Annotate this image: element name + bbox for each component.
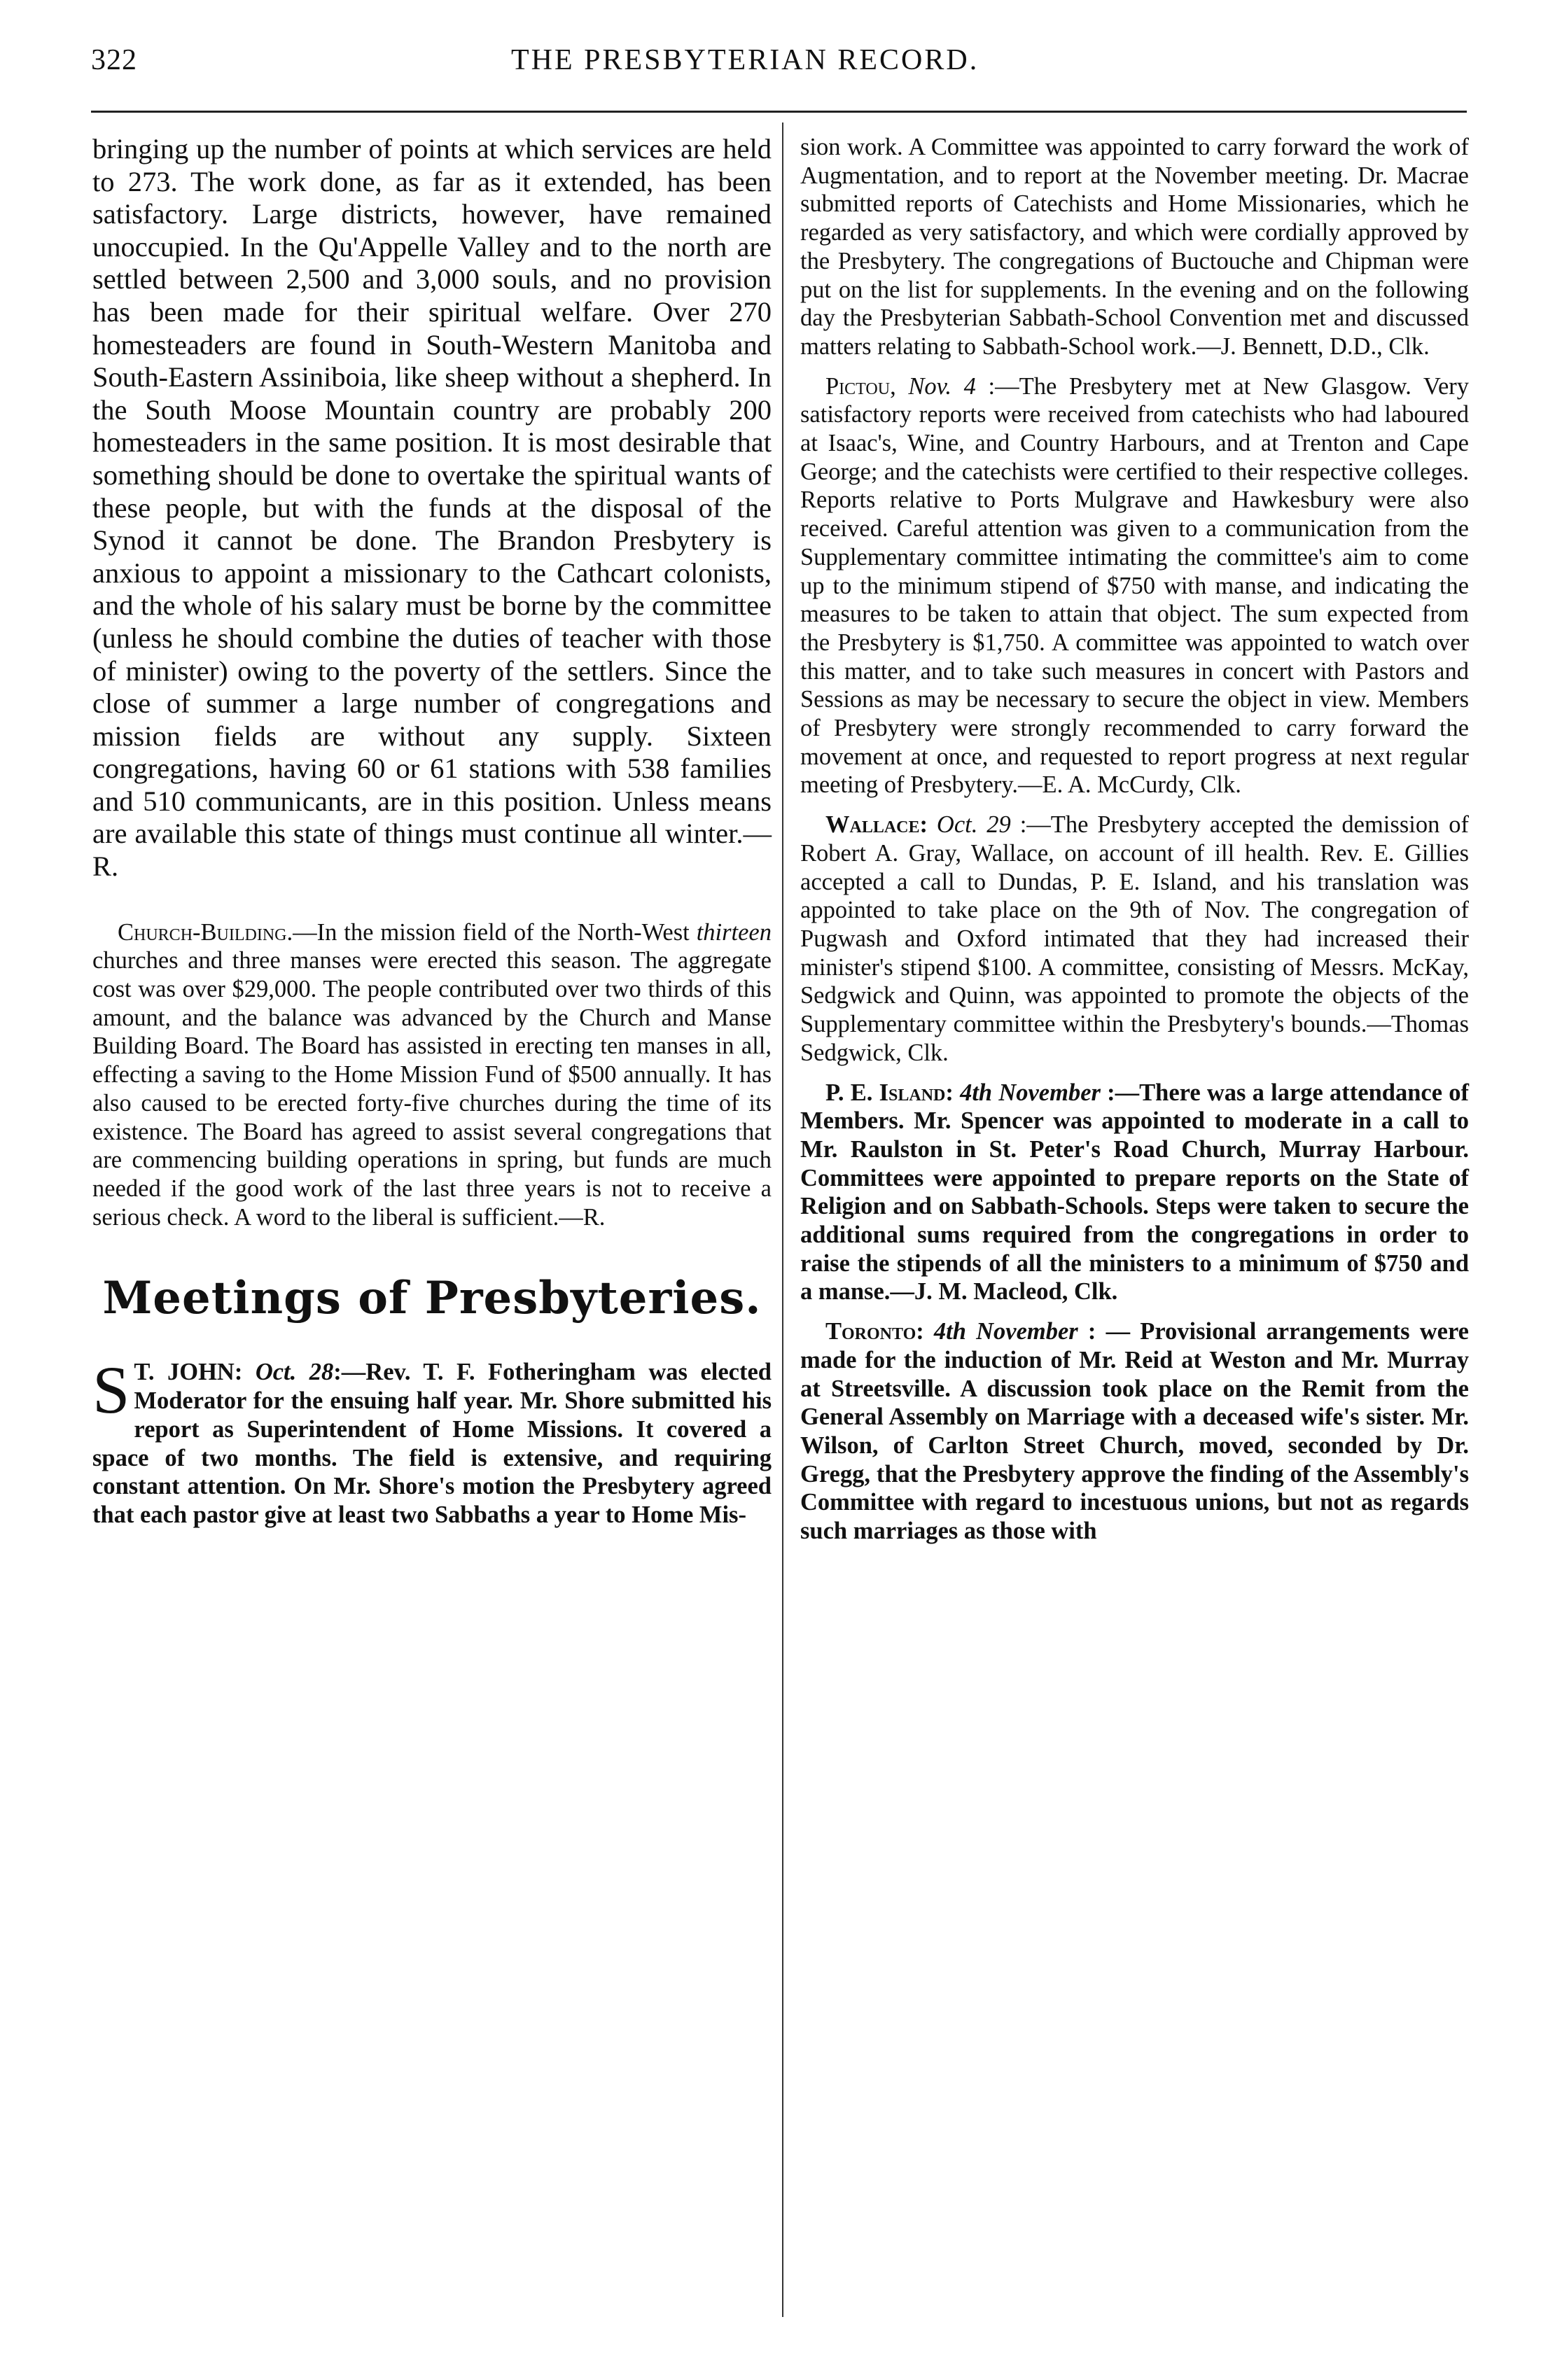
church-building-italic: thirteen (696, 918, 772, 946)
pei-text: :—There was a large attendance of Members. Mr. Spencer was appointed to moderate in a call to Mr. Raulston in St. Peter's Road Church, Murray Harbour. Committees were appointed to prepare reports on the State of Religion and on Sabbath-Schools. Steps were taken to secure the additional sums required from the congregations in order to raise the stipends of all the ministers to a minimum of $750 and a manse.—J. M. Macleod, Clk. (800, 1079, 1469, 1306)
pei-date: 4th November (960, 1079, 1101, 1106)
wallace-date: Oct. 29 (936, 811, 1011, 839)
home-mission-paragraph: bringing up the number of points at which services are held to 273. The work done, as far as it extended, has been satisfactory. Large districts, however, have remained unoccupied. In the Qu'Appelle Valley and to the north are settled between 2,500 and 3,000 souls, and no provision has been made for their spiritual welfare. Over 270 homesteaders are found in South-Western Manitoba and South-Eastern Assiniboia, like sheep without a shepherd. In the South Moose Mountain country are probably 200 homesteaders in the same position. It is most desirable that something should be done to overtake the spiritual wants of these people, but with the funds at the disposal of the Synod it cannot be done. The Brandon Presbytery is anxious to appoint a missionary to the Cathcart colonists, and the whole of his salary must be borne by the committee (unless he should combine the duties of teacher with those of minister) owing to the poverty of the settlers. Since the close of summer a large number of congregations and mission fields are without any supply. Sixteen congregations, having 60 or 61 stations with 538 families and 510 communicants, are in this position. Unless means are available this state of things must continue all winter.—R. (92, 133, 772, 883)
pictou-text: :—The Presbytery met at New Glasgow. Very satisfactory reports were received from catechists who had laboured at Isaac's, Wine, and Country Harbours, and at Trenton and Cape George; and the catechists were certified to their respective colleges. Reports relative to Ports Mulgrave and Hawkesbury were also received. Careful attention was given to a communication from the Supplementary committee intimating the committee's aim to come up to the minimum stipend of $750 with manse, and indicating the measures to be taken to attain that object. The sum expected from the Presbytery is $1,750. A committee was appointed to watch over this matter, and to take such measures in concert with Pastors and Sessions as may be necessary to secure the object in view. Members of Presbytery were strongly recommended to carry forward the movement at once, and requested to report progress at next regular meeting of Presbytery.—E. A. McCurdy, Clk. (800, 372, 1470, 799)
toronto-paragraph (800, 1317, 1469, 1546)
church-building-label: Church-Building. (118, 918, 293, 946)
church-building-text-b: churches and three manses were erected this season. The aggregate cost was over $29,000. The people contributed over two thirds of this amount, and the balance was advanced by the Church and Manse Building Board. The Board has assisted in erecting ten manses in all, effecting a saving to the Home Mission Fund of $500 annually. It has also caused to be erected forty-five churches during the time of its existence. The Board has agreed to assist several congregations that are commencing building operations in spring, but funds are much needed if the good work of the last three years is not to receive a serious check. A word to the liberal is sufficient.—R. (92, 947, 772, 1231)
pictou-paragraph (800, 372, 1469, 800)
pei-paragraph (800, 1079, 1469, 1307)
left-column (92, 133, 772, 1530)
st-john-date: Oct. 28 (255, 1359, 334, 1386)
running-head: THE PRESBYTERIAN RECORD. (511, 44, 979, 76)
toronto-label: Toronto: (825, 1318, 934, 1345)
st-john-paragraph (92, 1352, 772, 1529)
pictou-label: Pictou, (825, 372, 909, 400)
toronto-text: : — Provisional arrangements were made for the induction of Mr. Reid at Weston and Mr. Murray at Streetsville. A discussion took place on the Remit from the General Assembly on Marriage with a deceased wife's sister. Mr. Wilson, of Carlton Street Church, moved, seconded by Dr. Gregg, that the Presbytery approve the finding of the Assembly's Committee with regard to incestuous unions, but not as regards such marriages as those with (800, 1318, 1469, 1545)
toronto-date: 4th November (933, 1318, 1078, 1345)
pictou-date: Nov. 4 (908, 372, 976, 400)
column-divider (782, 122, 783, 2317)
st-john-label: T. JOHN: (134, 1359, 256, 1386)
section-heading: Meetings of Presbyteries. (102, 1272, 762, 1325)
drop-cap: S (92, 1352, 130, 1428)
right-column (800, 133, 1469, 1546)
st-john-text: :—Rev. T. F. Fotheringham was elected Moderator for the ensuing half year. Mr. Shore submitted his report as Superintendent of Home Missions. It covered a space of two months. The field is extensive, and requiring constant attention. On Mr. Shore's motion the Presbytery agreed that each pastor give at least two Sabbaths a year to Home Mis- (92, 1359, 772, 1528)
pei-label: P. E. Island: (825, 1079, 961, 1106)
church-building-paragraph (92, 918, 772, 1232)
page-number: 322 (91, 44, 137, 76)
page-header (91, 43, 1467, 85)
header-rule (91, 111, 1467, 113)
st-john-continued-paragraph: sion work. A Committee was appointed to carry forward the work of Augmentation, and to report at the November meeting. Dr. Macrae submitted reports of Catechists and Home Missionaries, which he regarded as very satisfactory, and which were cordially approved by the Presbytery. The congregations of Buctouche and Chipman were put on the list for supplements. In the evening and on the following day the Presbyterian Sabbath-School Convention met and discussed matters relating to Sabbath-School work.—J. Bennett, D.D., Clk. (800, 134, 1469, 360)
wallace-label: Wallace: (825, 811, 937, 839)
wallace-text: :—The Presbytery accepted the demission of Robert A. Gray, Wallace, on account of ill health. Rev. E. Gillies accepted a call to Dundas, P. E. Island, and his translation was appointed to take place on the 9th of Nov. The congregation of Pugwash and Oxford intimated that they had increased their minister's stipend $100. A committee, consisting of Messrs. McKay, Sedgwick and Quinn, was appointed to promote the objects of the Supplementary committee within the Presbytery's bounds.—Thomas Sedgwick, Clk. (800, 811, 1469, 1066)
wallace-paragraph (800, 811, 1469, 1067)
church-building-text-a: —In the mission field of the North-West (293, 918, 697, 946)
